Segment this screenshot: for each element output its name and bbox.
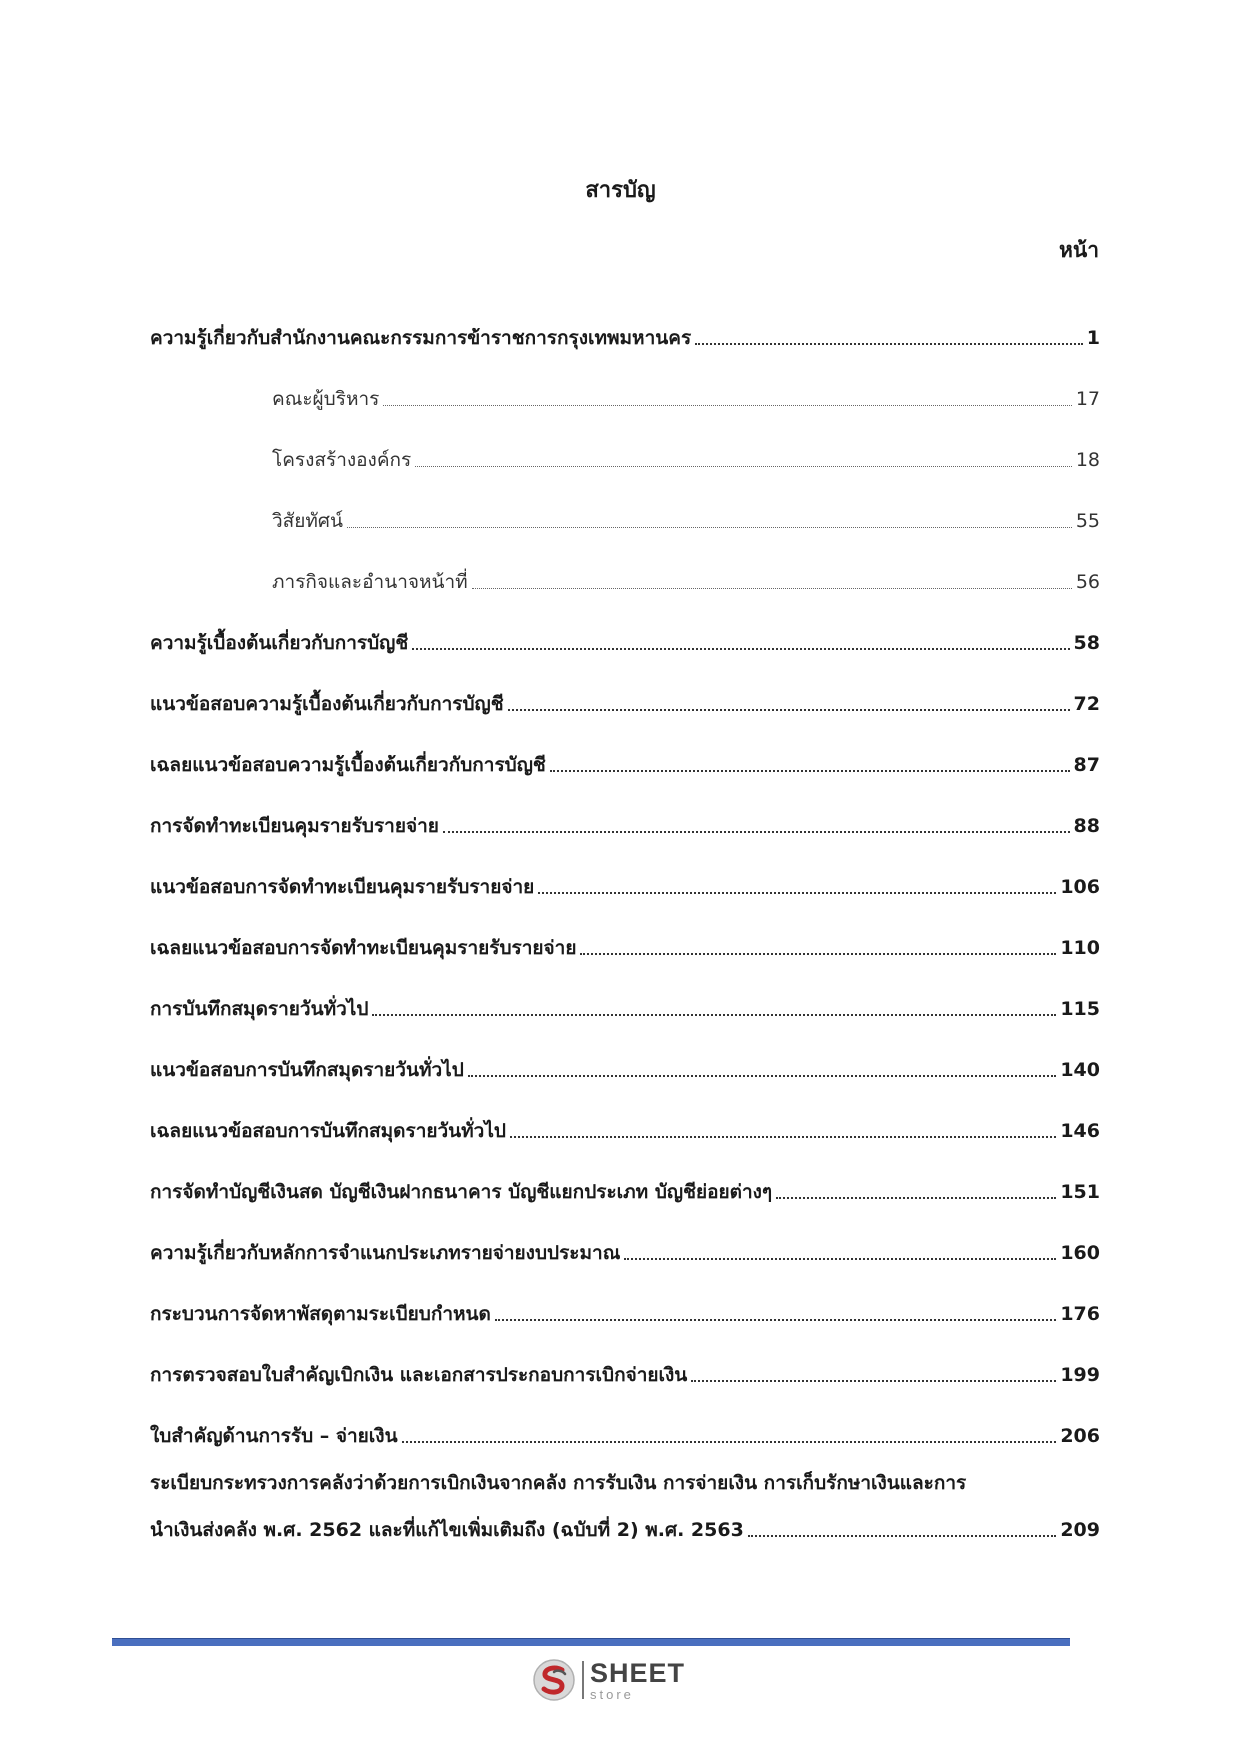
toc-entry-page: 55 [1075,510,1100,532]
toc-entry-title: การตรวจสอบใบสำคัญเบิกเงิน และเอกสารประกอบการเบิกจ่ายเงิน [150,1364,688,1386]
toc-entry-title: โครงสร้างองค์กร [272,449,412,471]
toc-leader-dots [776,1197,1056,1199]
toc-entry-page: 209 [1060,1519,1100,1541]
toc-entry[interactable] [150,656,1100,717]
toc-entry[interactable] [150,1327,1100,1388]
toc-entry-page: 87 [1073,754,1100,776]
toc-entry-page: 88 [1073,815,1100,837]
toc-subentry[interactable] [150,534,1100,595]
toc-entry-title: การบันทึกสมุดรายวันทั่วไป [150,998,369,1020]
toc-entry-title: วิสัยทัศน์ [272,510,343,532]
toc-entry-title-line2: นำเงินส่งคลัง พ.ศ. 2562 และที่แก้ไขเพิ่มเติมถึง (ฉบับที่ 2) พ.ศ. 2563 [150,1519,744,1541]
toc-entry-title: เฉลยแนวข้อสอบความรู้เบื้องต้นเกี่ยวกับการบัญชี [150,754,546,776]
toc-entry-page: 199 [1060,1364,1100,1386]
toc-entry[interactable] [150,1205,1100,1266]
toc-leader-dots [383,405,1071,406]
toc-entry-multiline[interactable] [150,1463,1100,1543]
toc-entry-page: 106 [1060,876,1100,898]
toc-entry-title: เฉลยแนวข้อสอบการจัดทำทะเบียนคุมรายรับรายจ่าย [150,937,577,959]
logo-sub-text: store [590,1686,634,1702]
toc-entry-page: 56 [1075,571,1100,593]
toc-entry-page: 58 [1073,632,1100,654]
toc-leader-dots [402,1441,1057,1443]
toc-entry[interactable] [150,290,1100,351]
toc-subentry[interactable] [150,412,1100,473]
toc-entry-page: 110 [1060,937,1100,959]
toc-entry-title: แนวข้อสอบการบันทึกสมุดรายวันทั่วไป [150,1059,464,1081]
toc-entry-page: 1 [1086,327,1100,349]
toc-entry-page: 151 [1060,1181,1100,1203]
toc-entry-title: คณะผู้บริหาร [272,388,380,410]
toc-entry[interactable] [150,839,1100,900]
toc-subentry[interactable] [150,473,1100,534]
footer-rule [112,1638,1070,1646]
toc-entry-title: การจัดทำบัญชีเงินสด บัญชีเงินฝากธนาคาร บัญชีแยกประเภท บัญชีย่อยต่างๆ [150,1181,773,1203]
toc-entry[interactable] [150,900,1100,961]
toc-entry-title: กระบวนการจัดหาพัสดุตามระเบียบกำหนด [150,1303,491,1325]
sheet-store-s-logo-icon [532,1658,576,1702]
toc-leader-dots [580,953,1056,955]
toc-entry[interactable] [150,717,1100,778]
toc-entry-page: 160 [1060,1242,1100,1264]
logo-separator [582,1661,584,1699]
toc-leader-dots [695,343,1083,345]
toc-leader-dots [510,1136,1056,1138]
toc-leader-dots [624,1258,1056,1260]
toc-entry-title: ความรู้เกี่ยวกับสำนักงานคณะกรรมการข้าราชการกรุงเทพมหานคร [150,327,692,349]
toc-entry[interactable] [150,778,1100,839]
toc-entry[interactable] [150,1266,1100,1327]
toc-leader-dots [415,466,1072,467]
toc-entry-line2 [150,1503,1100,1543]
footer-logo [532,1658,685,1702]
page-column-header: หน้า [1059,238,1099,262]
logo-main-text: SHEET [590,1657,686,1688]
toc-leader-dots [495,1319,1056,1321]
toc-entry-page: 146 [1060,1120,1100,1142]
toc-entry[interactable] [150,961,1100,1022]
toc-leader-dots [550,770,1070,772]
toc-entry-title: ความรู้เบื้องต้นเกี่ยวกับการบัญชี [150,632,409,654]
toc-entry-page: 206 [1060,1425,1100,1447]
toc-entry-page: 72 [1073,693,1100,715]
toc-leader-dots [472,588,1072,589]
toc-entry-title: ภารกิจและอำนาจหน้าที่ [272,571,468,593]
toc-leader-dots [748,1535,1057,1537]
toc-entry[interactable] [150,595,1100,656]
toc-entry-page: 18 [1075,449,1100,471]
toc-entry-page: 140 [1060,1059,1100,1081]
toc-entry-title: ความรู้เกี่ยวกับหลักการจำแนกประเภทรายจ่ายงบประมาณ [150,1242,621,1264]
toc-entry-page: 176 [1060,1303,1100,1325]
toc-leader-dots [468,1075,1057,1077]
toc-leader-dots [538,892,1056,894]
toc-entry-title: ใบสำคัญด้านการรับ – จ่ายเงิน [150,1425,398,1447]
toc-entry-title: แนวข้อสอบความรู้เบื้องต้นเกี่ยวกับการบัญชี [150,693,504,715]
toc-entry[interactable] [150,1144,1100,1205]
toc-entry-page: 115 [1060,998,1100,1020]
page-title: สารบัญ [585,178,656,203]
toc-leader-dots [443,831,1070,833]
toc-entry[interactable] [150,1388,1100,1449]
toc-leader-dots [691,1380,1056,1382]
table-of-contents [150,290,1100,1543]
toc-entry-title: การจัดทำทะเบียนคุมรายรับรายจ่าย [150,815,439,837]
toc-entry-title-line1: ระเบียบกระทรวงการคลังว่าด้วยการเบิกเงินจากคลัง การรับเงิน การจ่ายเงิน การเก็บรักษาเงินและการ [150,1472,967,1494]
toc-leader-dots [508,709,1070,711]
toc-entry-title: เฉลยแนวข้อสอบการบันทึกสมุดรายวันทั่วไป [150,1120,506,1142]
toc-entry[interactable] [150,1022,1100,1083]
toc-leader-dots [372,1014,1056,1016]
toc-entry-title: แนวข้อสอบการจัดทำทะเบียนคุมรายรับรายจ่าย [150,876,535,898]
toc-entry[interactable] [150,1083,1100,1144]
toc-entry-page: 17 [1075,388,1100,410]
toc-leader-dots [412,648,1069,650]
toc-leader-dots [347,527,1072,528]
logo-text [590,1657,686,1702]
toc-subentry[interactable] [150,351,1100,412]
